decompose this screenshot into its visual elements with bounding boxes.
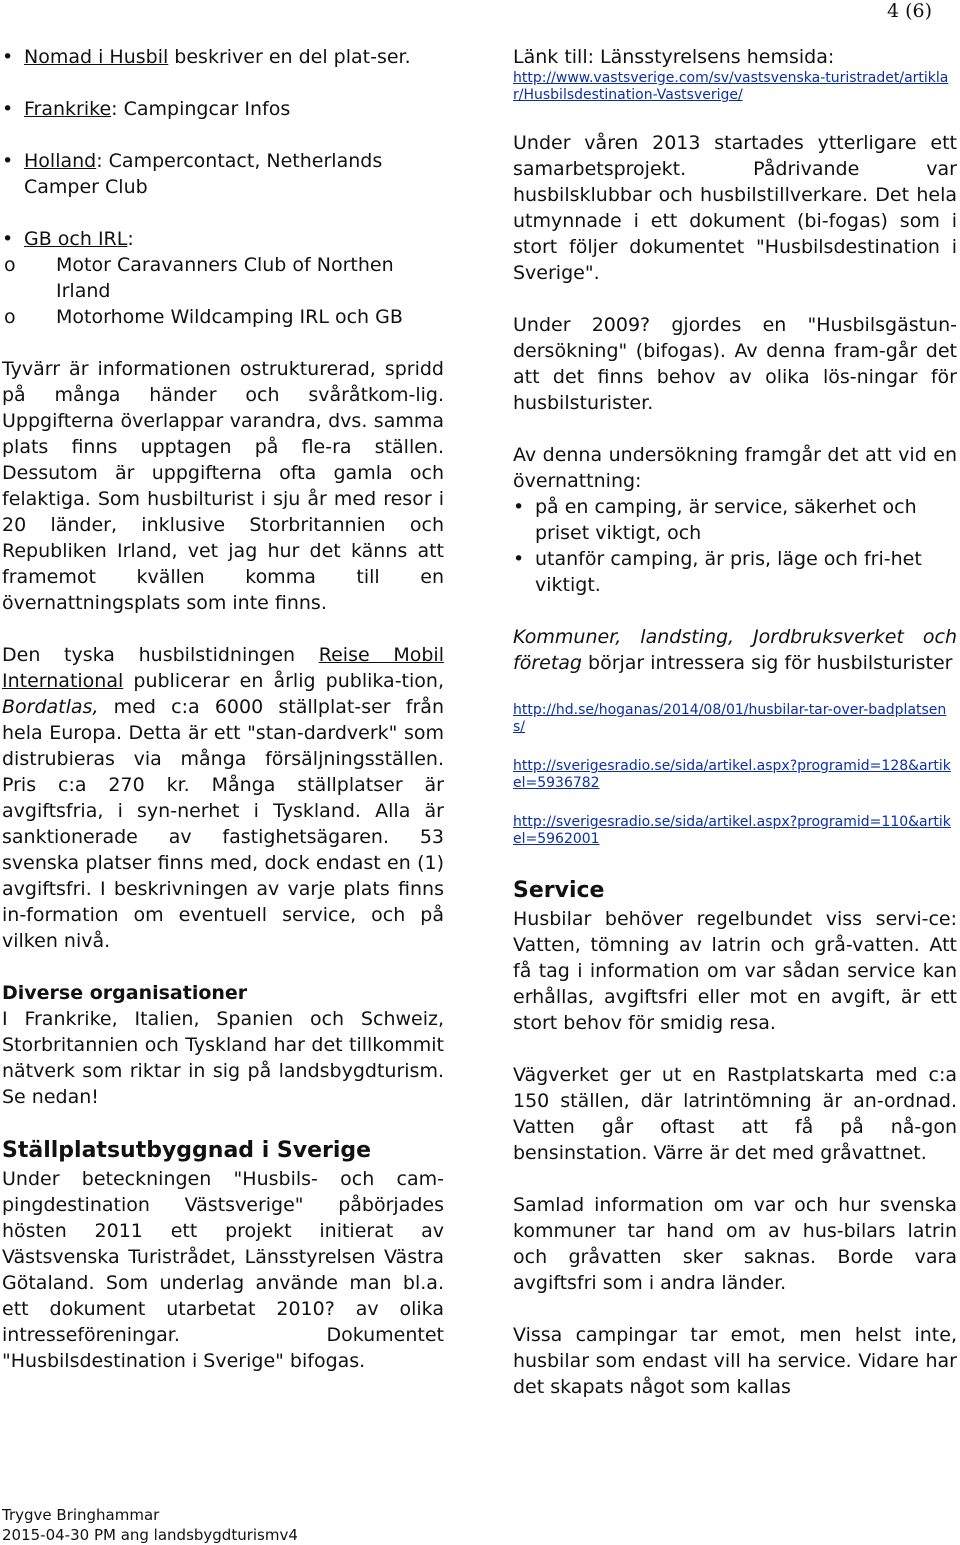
section-heading: Ställplatsutbyggnad i Sverige [2,1138,372,1163]
list-item: • Frankrike: Campingcar Infos [2,96,444,122]
footer [2,1505,298,1545]
page-number: 4 (6) [886,0,932,22]
paragraph: Av denna undersökning framgår det att vid en övernattning: [513,444,957,492]
link-label: Länk till: Länsstyrelsens hemsida: [513,46,835,68]
sverigesradio-link-1[interactable]: http://sverigesradio.se/sida/artikel.aspx?programid=128&artikel=5936782 [513,758,951,791]
sub-list-item: o Motorhome Wildcamping IRL och GB [2,304,444,330]
holland-link[interactable]: Holland [24,150,97,172]
nomad-link[interactable]: Nomad i Husbil [24,46,169,68]
list-item: • Nomad i Husbil beskriver en del plat-ser. [2,44,444,70]
right-column [513,44,957,1426]
paragraph: Husbilar behöver regelbundet viss servi-ce: Vatten, tömning av latrin och grå-vatten. Att få tag i information om var sådan service kan erhållas, avgiftsfri eller mot en avgift, är ett stort behov för smidig resa. [513,908,957,1034]
gb-irl-sublist [2,252,444,330]
sverigesradio-link-2[interactable]: http://sverigesradio.se/sida/artikel.aspx?programid=110&artikel=5962001 [513,814,951,847]
footer-author: Trygve Bringhammar [2,1506,160,1524]
gb-irl-link[interactable]: GB och IRL [24,228,128,250]
section-heading: Service [513,878,605,903]
list-item: • på en camping, är service, säkerhet och priset viktigt, och [513,494,957,546]
paragraph: Samlad information om var och hur svenska kommuner tar hand om av hus-bilars latrin och gråvatten sker saknas. Borde vara avgiftsfri som i andra länder. [513,1194,957,1294]
hd-article-link[interactable]: http://hd.se/hoganas/2014/08/01/husbilar-tar-over-badplatsens/ [513,702,947,735]
reise-mobil-link[interactable]: Reise Mobil International [2,644,444,692]
list-item: • GB och IRL: [2,226,444,252]
section-heading: Diverse organisationer [2,982,248,1004]
paragraph: Den tyska husbilstidningen Reise Mobil International publicerar en årlig publika-tion, Bordatlas, med c:a 6000 ställplat-ser från hela Europa. Detta är ett "stan-dardverk" som distrubieras via många försäljningsställen. Pris c:a 270 kr. Många ställplatser är avgiftsfria, i syn-nerhet i Tyskland. Alla är sanktionerade av fastighetsägaren. 53 svenska platser finns med, dock endast en (1) avgiftsfri. I beskrivningen av varje plats finns in-formation om eventuell service, och på vilken nivå. [2,644,444,952]
left-column [2,44,444,1400]
list-item: • Holland: Campercontact, Netherlands Camper Club [2,148,444,200]
country-link-list [2,44,444,252]
footer-date: 2015-04-30 PM ang landsbygdturismv4 [2,1526,298,1544]
paragraph: Under beteckningen "Husbils- och cam-pingdestination Västsverige" påbörjades hösten 2011 ett projekt initierat av Västsvenska Turistrådet, Länsstyrelsen Västra Götaland. Som underlag använde man bl.a. ett dokument utarbetat 2010? av olika intresseföreningar. Dokumentet "Husbilsdestination i Sverige" bifogas. [2,1168,444,1372]
paragraph: Vissa campingar tar emot, men helst inte, husbilar som endast vill ha service. Vidare har det skapats något som kallas [513,1324,957,1398]
paragraph: Under våren 2013 startades ytterligare ett samarbetsprojekt. Pådrivande var husbilsklubbar och husbilstillverkare. Det hela utmynnade i ett dokument (bi-fogas) som i stort följer dokumentet "Husbilsdestination i Sverige". [513,132,957,284]
frankrike-link[interactable]: Frankrike [24,98,112,120]
survey-bullets [513,494,957,598]
paragraph: Kommuner, landsting, Jordbruksverket och företag börjar intressera sig för husbilsturister [513,626,957,674]
paragraph: Vägverket ger ut en Rastplatskarta med c:a 150 ställen, där latrintömning är an-ordnad. Vatten går oftast att få på nå-gon bensinstation. Värre är det med gråvattnet. [513,1064,957,1164]
paragraph: I Frankrike, Italien, Spanien och Schweiz, Storbritannien och Tyskland har det tillkommit nätverk som riktar in sig på landsbygdturism. Se nedan! [2,1008,444,1108]
sub-list-item: o Motor Caravanners Club of Northen Irland [2,252,444,304]
list-item: • utanför camping, är pris, läge och fri-het viktigt. [513,546,957,598]
paragraph: Under 2009? gjordes en "Husbilsgästun-dersökning" (bifogas). Av denna fram-går det att det finns behov av olika lös-ningar för husbilsturister. [513,314,957,414]
paragraph: Tyvärr är informationen ostrukturerad, spridd på många händer och svåråtkom-lig. Uppgifterna överlappar varandra, dvs. samma plats finns upptagen på fle-ra ställen. Dessutom är uppgifterna ofta gamla och felaktiga. Som husbilturist i sju år med resor i 20 länder, inklusive Storbritannien och Republiken Irland, vet jag hur det känns att framemot kvällen komma till en övernattningsplats som inte finns. [2,358,444,614]
lansstyrelsen-link[interactable]: http://www.vastsverige.com/sv/vastsvenska-turistradet/artiklar/Husbilsdestination-Vastsverige/ [513,70,949,103]
